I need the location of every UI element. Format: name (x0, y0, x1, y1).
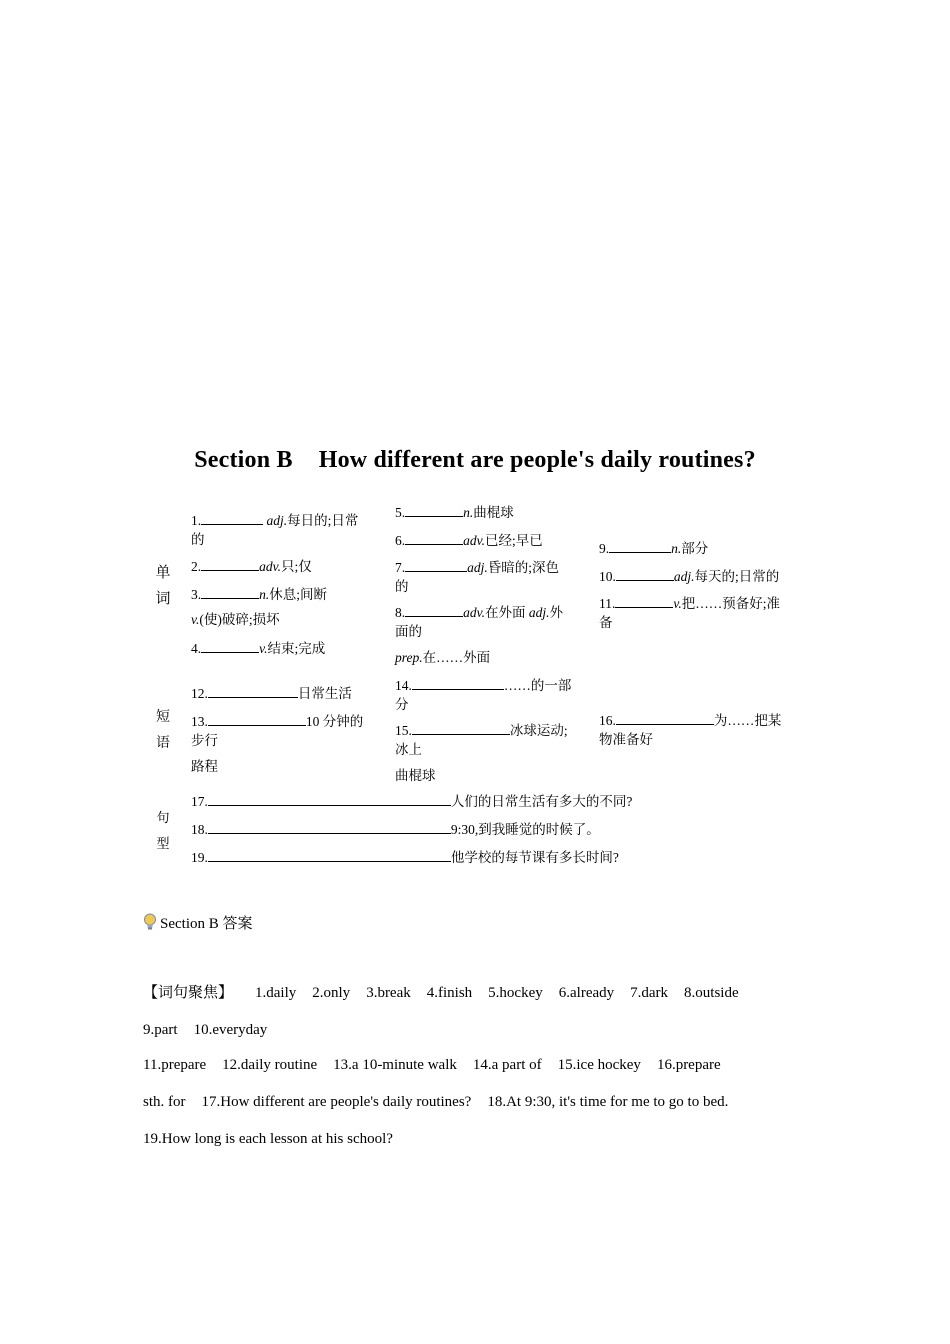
word-item-6: 6. adv.已经;早已 (395, 533, 543, 548)
answer-line-3: 11.prepare 12.daily routine 13.a 10-minute walk 14.a part of 15.ice hockey 16.prepare (143, 1057, 721, 1073)
answer-line-1: 【词句聚焦】 1.daily 2.only 3.break 4.finish 5.hockey 6.already 7.dark 8.outside (143, 985, 739, 1001)
sentence-item-18: 18. 9:30,到我睡觉的时候了。 (191, 822, 600, 837)
lightbulb-icon (143, 913, 157, 936)
phrase-item-16: 16. 为……把某 物准备好 (599, 713, 782, 747)
word-item-7: 7. adj.昏暗的;深色 的 (395, 560, 560, 594)
word-item-8: 8. adv.在外面 adj.外 面的 prep.在……外面 (395, 605, 564, 665)
answer-line-4: sth. for 17.How different are people's daily routines? 18.At 9:30, it's time for me to go to bed. (143, 1094, 729, 1110)
answer-line-2: 9.part 10.everyday (143, 1022, 268, 1038)
word-item-4: 4. v.结束;完成 (191, 641, 326, 656)
word-item-9: 9. n.部分 (599, 541, 709, 556)
phrase-item-15: 15. 冰球运动; 冰上 曲棍球 (395, 723, 568, 783)
word-item-10: 10. adj.每天的;日常的 (599, 569, 780, 584)
sentence-item-17: 17. 人们的日常生活有多大的不同? (191, 794, 633, 809)
answer-heading: Section B 答案 (143, 912, 253, 936)
phrase-item-12: 12. 日常生活 (191, 686, 352, 701)
word-item-2: 2. adv.只;仅 (191, 559, 312, 574)
page-title: Section B How different are people's daily routines? (194, 447, 756, 473)
category-words: 单 词 (155, 565, 171, 607)
phrase-item-13: 13. 10 分钟的 步行 路程 (191, 714, 364, 774)
word-item-1: 1. adj.每日的;日常 的 (191, 513, 359, 547)
word-item-11: 11. v.把……预备好;准 备 (599, 596, 781, 630)
sentence-item-19: 19. 他学校的每节课有多长时间? (191, 850, 619, 865)
word-item-3: 3. n.休息;间断 v.(使)破碎;损坏 (191, 587, 328, 627)
word-item-5: 5. n.曲棍球 (395, 505, 514, 520)
category-sentences: 句 型 (156, 810, 170, 851)
phrase-item-14: 14. ……的一部 分 (395, 678, 572, 712)
category-phrases: 短 语 (156, 710, 170, 751)
answer-line-5: 19.How long is each lesson at his school? (143, 1131, 393, 1147)
